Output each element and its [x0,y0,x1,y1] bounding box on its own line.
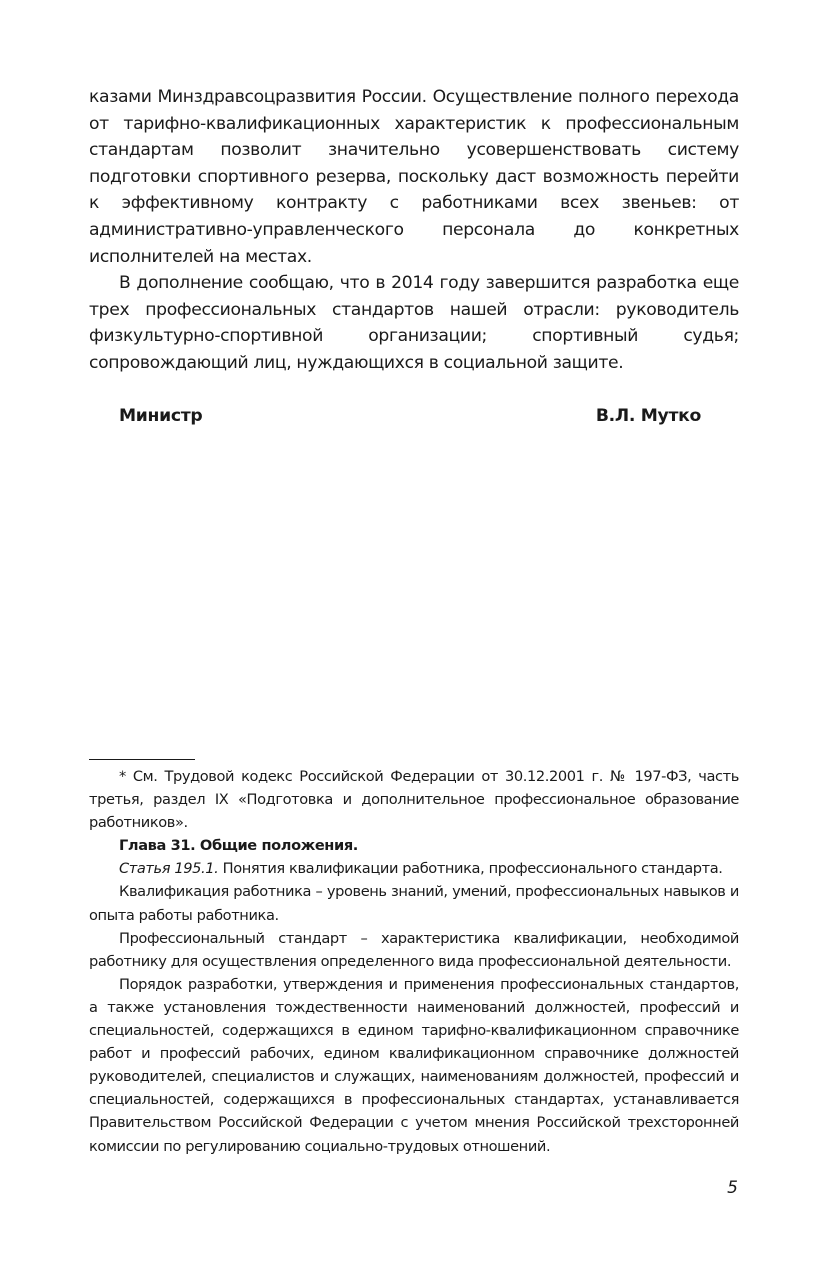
paragraph-procedure: Порядок разработки, утверждения и применения профессиональных стандартов, а также установления тождественности наименований должностей, профессий и специальностей, содержащихся в едином тарифно-квалификационном справочнике работ и профессий рабочих, едином квалификационном справочнике должностей руководителей, специалистов и служащих, наименованиям должностей, профессий и специальностей, содержащихся в профессиональных стандартах, устанавливается Правительством Российской Федерации с учетом мнения Российской трехсторонней комиссии по регулированию социально-трудовых отношений. [89,975,739,1155]
article-line [89,857,739,880]
paragraph-continuation: казами Минздравсоцразвития России. Осуществление полного перехода от тарифно-квалификационных характеристик к профессиональным стандартам позволит значительно усовершенствовать систему подготовки спортивного резерва, поскольку даст возможность перейти к эффективному контракту с работниками всех звеньев: от административно-управленческого персонала до конкретных исполнителей на местах. [89,87,739,267]
main-text [89,84,739,377]
footnote-text: * См. Трудовой кодекс Российской Федерации от 30.12.2001 г. № 197-ФЗ, часть третья, раздел IX «Подготовка и дополнительное профессиональное образование работников». [89,768,739,832]
signature-block [89,403,739,429]
chapter-heading: Глава 31. Общие положения. [119,837,358,855]
article-reference: Статья 195.1. [119,860,219,878]
paragraph-qualification: Квалификация работника – уровень знаний, умений, профессиональных навыков и опыта работы работника. [89,883,739,924]
page-body [89,84,739,429]
page-number: 5 [727,1178,738,1198]
signatory-name: В.Л. Мутко [595,405,701,426]
paragraph-addition: В дополнение сообщаю, что в 2014 году завершится разработка еще трех профессиональных стандартов нашей отрасли: руководитель физкультурно-спортивной организации; спортивный судья; сопровождающий лиц, нуждающихся в социальной защите. [89,273,739,373]
footnote-divider [89,759,195,760]
paragraph-standard: Профессиональный стандарт – характеристика квалификации, необходимой работнику для осуществления определенного вида профессиональной деятельности. [89,929,739,970]
footnote-section [89,765,739,1158]
signatory-title: Министр [119,405,203,426]
article-title: Понятия квалификации работника, профессионального стандарта. [222,860,723,878]
